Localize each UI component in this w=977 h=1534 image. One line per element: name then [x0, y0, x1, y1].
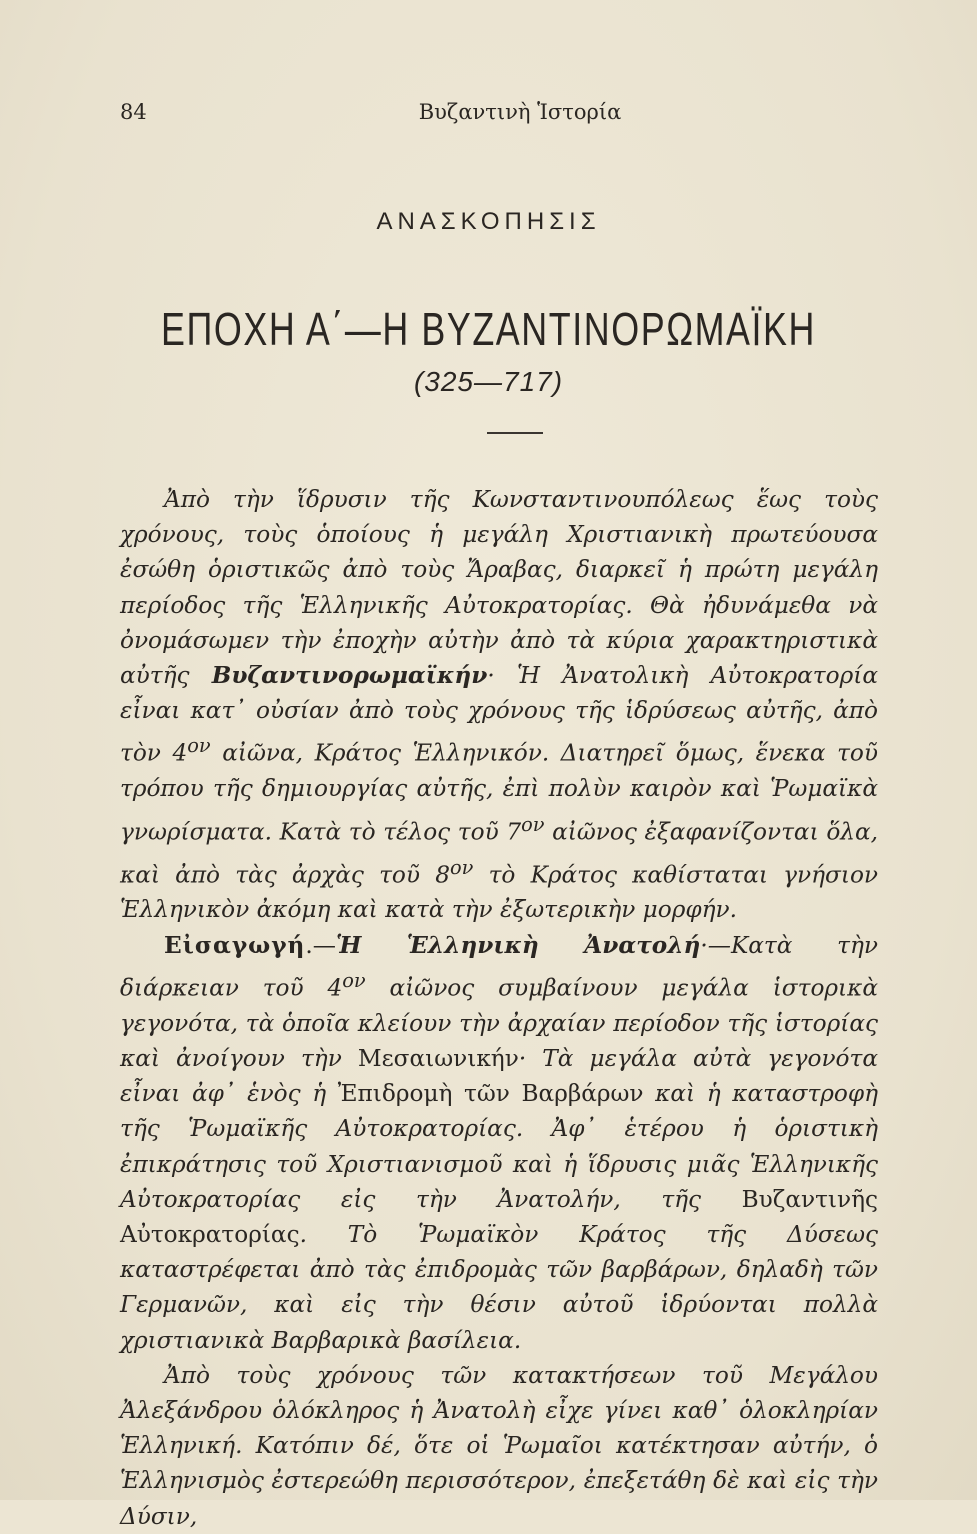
upright-term: Ἐπιδρομὴ τῶν Βαρβάρων	[337, 1080, 644, 1108]
paragraph-2	[120, 928, 878, 1358]
upright-term: Μεσαιωνικήν	[357, 1044, 519, 1072]
ordinal-superscript: ον	[449, 855, 474, 879]
paragraph-3	[120, 1358, 878, 1534]
body-text	[120, 482, 878, 1534]
emphasis-term: Βυζαντινορωμαϊκήν	[211, 662, 488, 690]
ordinal-superscript: ον	[342, 968, 366, 992]
paragraph-1	[120, 482, 878, 928]
text-run: Ἀπὸ τοὺς χρόνους τῶν κατακτήσεων τοῦ Μεγάλου Ἀλεξάνδρου ὁλόκληρος ἡ Ἀνατολὴ εἶχε γίνει καθ᾽ ὁλοκληρίαν Ἑλληνική. Κατόπιν δέ, ὅτε οἱ Ῥωμαῖοι κατέκτησαν αὐτήν, ὁ Ἑλληνισμὸς ἐστερεώθη περισσότερον, ἐπεξετάθη δὲ καὶ εἰς τὴν Δύσιν,	[120, 1361, 878, 1530]
section-heading: ΑΝΑΣΚΟΠΗΣΙΣ	[376, 208, 601, 235]
text-run: καὶ ἡ καταστροφὴ τῆς Ῥωμαϊκῆς Αὐτοκρατορίας. Ἀφ᾽ ἑτέρου ἡ ὁριστικὴ ἐπικράτησις τοῦ Χριστιανισμοῦ καὶ ἡ ἵδρυσις μιᾶς Ἑλληνικῆς Αὐτοκρατορίας εἰς τὴν Ἀνατολήν, τῆς	[120, 1080, 878, 1213]
section-label: Εἰσαγωγή	[164, 931, 306, 959]
upright-term: Βυζαντινῆς Αὐτοκρατορίας	[120, 1185, 878, 1248]
page-header	[120, 100, 880, 134]
ordinal-superscript: ον	[187, 734, 211, 758]
running-title: Βυζαντινὴ Ἱστορία	[418, 100, 622, 124]
dash: .—	[305, 931, 336, 959]
text-run: τὸ Κράτος καθίσταται γνήσιον Ἑλληνικὸν ἀκόμη καὶ κατὰ τὴν ἐξωτερικὴν μορφήν.	[120, 861, 879, 924]
period-title: ΕΠΟΧΗ Α΄—Η ΒΥΖΑΝΤΙΝΟΡΩΜΑΪΚΗ	[160, 303, 817, 355]
text-run: Ἀπὸ τὴν ἵδρυσιν τῆς Κωνσταντινουπόλεως ἕως τοὺς χρόνους, τοὺς ὁποίους ἡ μεγάλη Χριστιανικὴ πρωτεύουσα ἐσώθη ὁριστικῶς ἀπὸ τοὺς Ἄραβας, διαρκεῖ ἡ πρώτη μεγάλη περίοδος τῆς Ἑλληνικῆς Αὐτοκρατορίας. Θὰ ἠδυνάμεθα νὰ ὀνομάσωμεν τὴν ἐποχὴν αὐτὴν ἀπὸ τὰ κύρια χαρακτηριστικὰ αὐτῆς	[120, 486, 878, 690]
dash: ·—	[700, 931, 731, 959]
text-run: αἰῶνος συμβαίνουν μεγάλα ἱστορικὰ γεγονότα, τὰ ὁποῖα κλείουν τὴν ἀρχαίαν περίοδον τῆς ἱστορίας καὶ ἀνοίγουν τὴν	[120, 974, 878, 1072]
text-run: αἰῶνα, Κράτος Ἑλληνικόν. Διατηρεῖ ὅμως, ἕνεκα τοῦ τρόπου τῆς δημιουργίας αὐτῆς, ἐπὶ πολὺν καιρὸν καὶ Ῥωμαϊκὰ γνωρίσματα. Κατὰ τὸ τέλος τοῦ 7	[120, 740, 878, 846]
subsection-title: Ἡ Ἑλληνικὴ Ἀνατολή	[335, 931, 701, 959]
period-dates: (325—717)	[413, 366, 564, 397]
text-run: · Τὰ μεγάλα αὐτὰ γεγονότα εἶναι ἀφ᾽ ἑνὸς ἡ	[120, 1044, 878, 1108]
text-run: · Ἡ Ἀνατολικὴ Αὐτοκρατορία εἶναι κατ᾽ οὐσίαν ἀπὸ τοὺς χρόνους τῆς ἱδρύσεως αὐτῆς, ἀπὸ τὸν 4	[120, 662, 878, 768]
page-number: 84	[120, 100, 147, 124]
text-run: Κατὰ τὴν διάρκειαν τοῦ 4	[120, 931, 878, 1002]
ordinal-superscript: ον	[521, 812, 545, 836]
title-divider-rule	[487, 432, 543, 434]
text-run: αἰῶνος ἐξαφανίζονται ὅλα, καὶ ἀπὸ τὰς ἀρχὰς τοῦ 8	[120, 818, 878, 889]
text-run: . Τὸ Ῥωμαϊκὸν Κράτος τῆς Δύσεως καταστρέφεται ἀπὸ τὰς ἐπιδρομὰς τῶν βαρβάρων, δηλαδὴ τῶν Γερμανῶν, καὶ εἰς τὴν θέσιν αὐτοῦ ἱδρύονται πολλὰ χριστιανικὰ Βαρβαρικὰ βασίλεια.	[120, 1221, 878, 1354]
